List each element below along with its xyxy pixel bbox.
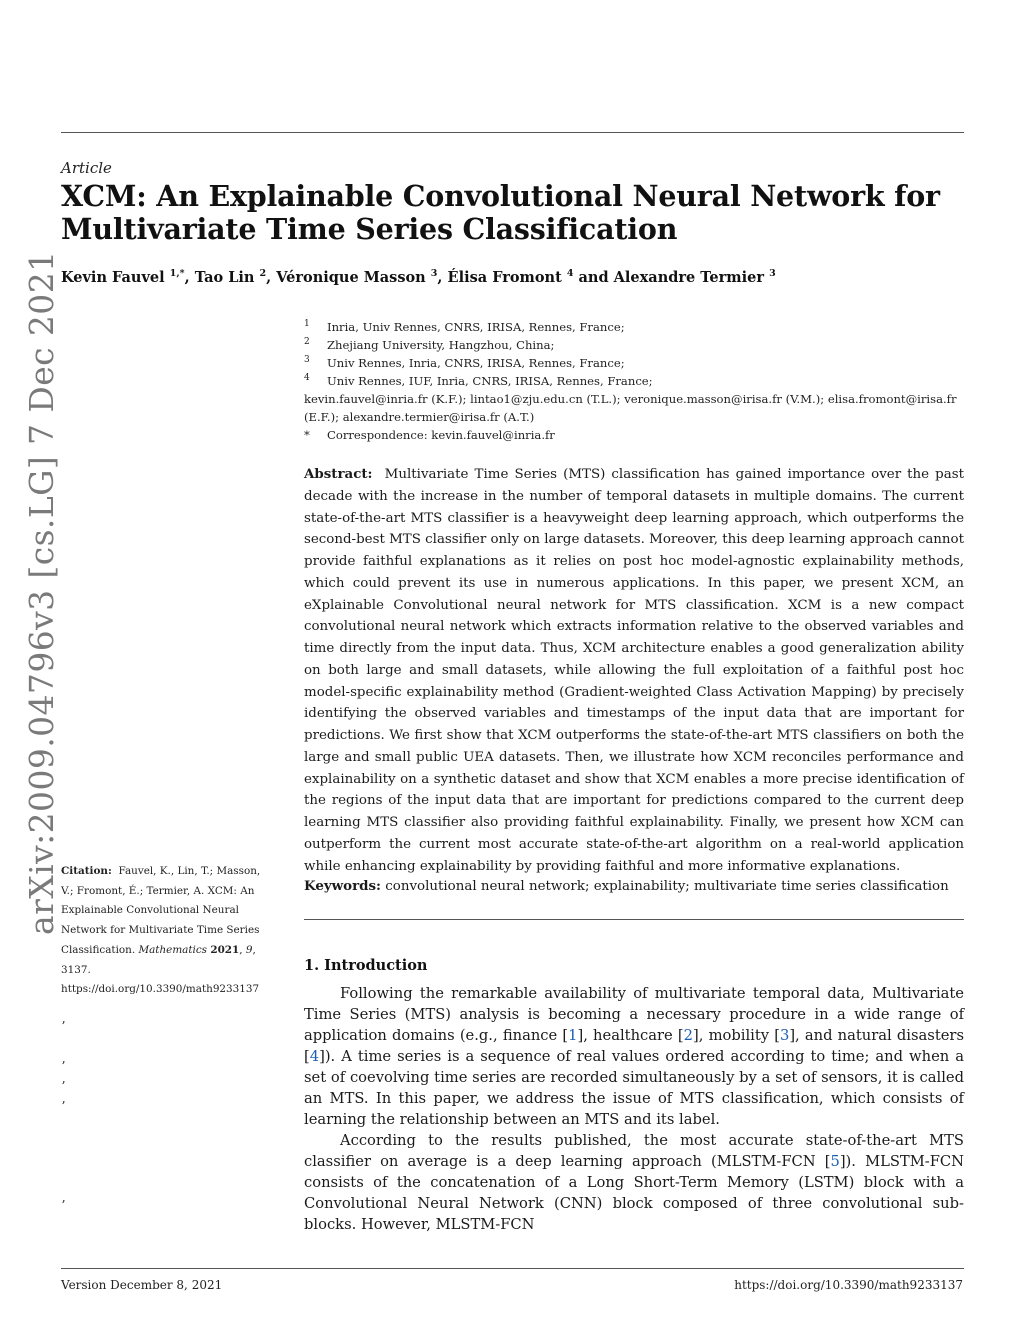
- text-run: ]). A time series is a sequence of real values ordered according to time; and when a set of coevolving time series are recorded simultaneously by a set of sensors, it is called an MTS. In this paper, we address the issue of MTS classification, which consists of learning the relationship between an MTS and its label.: [304, 1048, 964, 1128]
- citation-link[interactable]: 5: [830, 1153, 840, 1170]
- author-name: Kevin Fauvel: [61, 268, 165, 286]
- article-type-label: Article: [61, 159, 112, 177]
- citation-journal: Mathematics: [138, 943, 208, 956]
- sidebar-stub-mark: ʼ: [61, 1080, 66, 1095]
- correspondence-mark: *: [304, 428, 310, 442]
- affiliation-number: 2: [304, 337, 310, 347]
- sidebar-stub-mark: ʼ: [61, 1060, 66, 1075]
- sidebar-stub-mark: ʼ: [61, 1199, 66, 1214]
- author-affil-mark: 3: [769, 268, 776, 279]
- citation-year: 2021: [210, 943, 240, 956]
- citation-volume: 9: [245, 943, 253, 956]
- sidebar-stub-mark: ʼ: [61, 1100, 66, 1115]
- arxiv-stamp: arXiv:2009.04796v3 [cs.LG] 7 Dec 2021: [22, 250, 61, 935]
- affiliation-item: [304, 354, 964, 372]
- corresponding-mark: *: [179, 268, 185, 279]
- text-run: Following the remarkable availability of multivariate temporal data, Multivariate Time Series (MTS) analysis is becoming a necessary procedure in a wide range of application domains (e.g., finance [: [304, 985, 964, 1044]
- author-separator: ,: [266, 268, 277, 286]
- abstract-label: Abstract:: [304, 466, 373, 482]
- author-emails: kevin.fauvel@inria.fr (K.F.); lintao1@zju.edu.cn (T.L.); veronique.masson@irisa.fr (V.M.); elisa.fromont@irisa.fr (E.F.); alexandre.termier@irisa.fr (A.T.): [304, 392, 957, 424]
- affiliation-number: 3: [304, 355, 310, 365]
- title-line-1: XCM: An Explainable Convolutional Neural Network for: [61, 179, 940, 213]
- sidebar-stub-mark: ʼ: [61, 1020, 66, 1035]
- introduction-body: [304, 983, 964, 1235]
- author-affil-mark: 4: [566, 268, 574, 279]
- correspondence-text: Correspondence: kevin.fauvel@inria.fr: [327, 428, 555, 442]
- footer-doi-link[interactable]: https://doi.org/10.3390/math9233137: [734, 1278, 963, 1292]
- author-name: Alexandre Termier: [613, 268, 764, 286]
- keywords-text: convolutional neural network; explainability; multivariate time series classification: [385, 879, 949, 894]
- paper-title: [61, 180, 961, 246]
- citation-link[interactable]: 2: [683, 1027, 693, 1044]
- author-name: Véronique Masson: [276, 268, 426, 286]
- text-run: ]). MLSTM-FCN consists of the concatenation of a Long Short-Term Memory (LSTM) block with a Convolutional Neural Network (CNN) block composed of three convolutional sub-blocks. However, MLSTM-FCN: [304, 1153, 964, 1233]
- citation-link[interactable]: 4: [309, 1048, 320, 1065]
- text-run: ], and natural disasters [: [304, 1027, 964, 1065]
- affiliation-item: [304, 318, 964, 336]
- citation-label: Citation:: [61, 865, 112, 877]
- author-separator: ,: [437, 268, 448, 286]
- author-list: [61, 268, 776, 286]
- citation-link[interactable]: 1: [568, 1027, 578, 1044]
- citation-box: Citation: Fauvel, K., Lin, T.; Masson, V.; Fromont, É.; Termier, A. XCM: An Explainable Convolutional Neural Network for Multivariate Time Series Classification. Mathematics 2021, 9, 3137. https://doi.org/10.3390/math9233137: [61, 865, 261, 996]
- abstract: [304, 464, 964, 877]
- affiliation-text: Univ Rennes, Inria, CNRS, IRISA, Rennes, France;: [327, 356, 625, 370]
- header-rule: [61, 132, 964, 133]
- abstract-text: Multivariate Time Series (MTS) classification has gained importance over the past decade with the increase in the number of temporal datasets in multiple domains. The current state-of-the-art MTS classifier is a heavyweight deep learning approach, which outperforms the second-best MTS classifier only on large datasets. Moreover, this deep learning approach cannot provide faithful explanations as it relies on post hoc model-agnostic explainability methods, which could prevent its use in numerous applications. In this paper, we present XCM, an eXplainable Convolutional neural network for MTS classification. XCM is a new compact convolutional neural network which extracts information relative to the observed variables and time directly from the input data. Thus, XCM architecture enables a good generalization ability on both large and small datasets, while allowing the full exploitation of a faithful post hoc model-specific explainability method (Gradient-weighted Class Activation Mapping) by precisely identifying the observed variables and timestamps of the input data that are important for predictions. We first show that XCM outperforms the state-of-the-art MTS classifiers on both the large and small public UEA datasets. Then, we illustrate how XCM reconciles performance and explainability on a synthetic dataset and show that XCM enables a more precise identification of the regions of the input data that are important for predictions compared to the current deep learning MTS classifier also providing faithful explainability. Finally, we present how XCM can outperform the current most accurate state-of-the-art algorithm on a real-world application while enhancing explainability by providing faithful and more informative explanations.: [304, 467, 964, 874]
- text-run: According to the results published, the most accurate state-of-the-art MTS classifier on average is a deep learning approach (MLSTM-FCN [: [304, 1132, 964, 1170]
- keywords-label: Keywords:: [304, 878, 382, 894]
- abstract-rule: [304, 919, 964, 920]
- correspondence-item: [304, 426, 964, 444]
- citation-link[interactable]: 3: [779, 1027, 790, 1044]
- author-affil-mark: 1,: [169, 268, 180, 279]
- author-name: Élisa Fromont: [447, 268, 562, 286]
- text-run: ], mobility [: [693, 1027, 780, 1044]
- affiliation-text: Zhejiang University, Hangzhou, China;: [327, 338, 555, 352]
- affiliations: [304, 318, 964, 444]
- citation-doi-link[interactable]: https://doi.org/10.3390/math9233137: [61, 983, 260, 996]
- author-affil-mark: 2: [259, 268, 267, 279]
- author-and: and: [573, 268, 614, 286]
- paragraph: [304, 983, 964, 1130]
- footer-rule: [61, 1268, 964, 1269]
- affiliation-number: 4: [304, 373, 310, 383]
- paragraph: [304, 1130, 964, 1235]
- affiliation-item: [304, 372, 964, 390]
- citation-text: Fauvel, K., Lin, T.; Masson, V.; Fromont, É.; Termier, A. XCM: An Explainable Convolutional Neural Network for Multivariate Time Series Classification.: [61, 865, 261, 956]
- author-separator: ,: [184, 268, 195, 286]
- affiliation-text: Inria, Univ Rennes, CNRS, IRISA, Rennes, France;: [327, 320, 625, 334]
- affiliation-item: [304, 336, 964, 354]
- title-line-2: Multivariate Time Series Classification: [61, 212, 678, 246]
- section-heading-introduction: 1. Introduction: [304, 957, 428, 974]
- footer-version: Version December 8, 2021: [61, 1278, 223, 1292]
- author-affil-mark: 3: [430, 268, 438, 279]
- keywords: [304, 876, 964, 897]
- affiliation-text: Univ Rennes, IUF, Inria, CNRS, IRISA, Rennes, France;: [327, 374, 653, 388]
- text-run: ], healthcare [: [577, 1027, 684, 1044]
- citation-pages: 3137.: [61, 963, 91, 976]
- affiliation-number: 1: [304, 319, 310, 329]
- author-name: Tao Lin: [194, 268, 255, 286]
